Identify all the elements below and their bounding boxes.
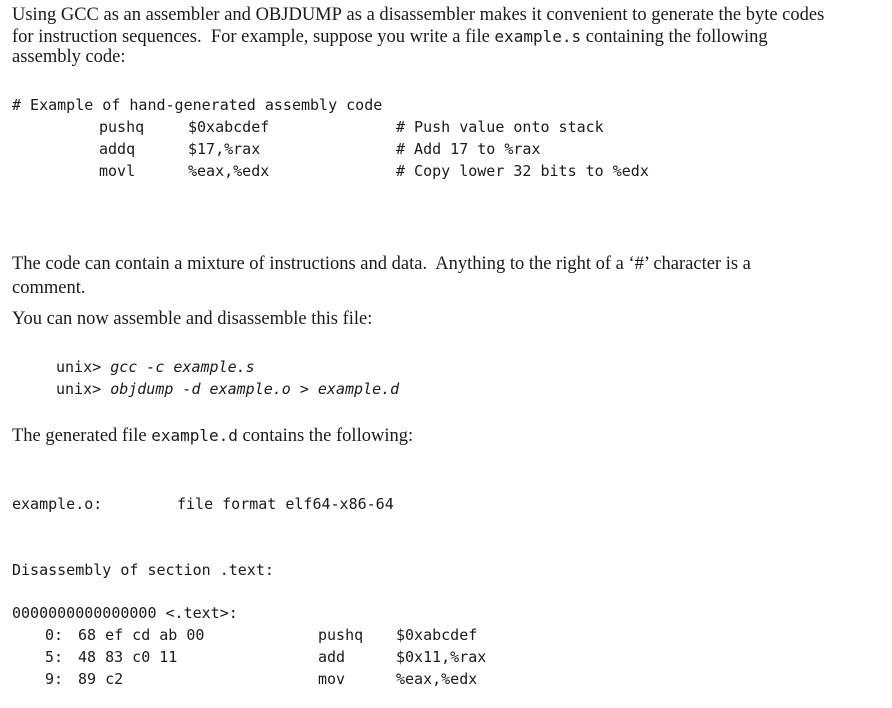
intro-text: as an assembler and xyxy=(98,5,256,25)
asm-args: %eax,%edx xyxy=(188,162,270,180)
asm-op: pushq xyxy=(99,118,145,136)
intro-line-3: assembly code: xyxy=(12,47,126,67)
intro-line-1 xyxy=(12,4,824,27)
asm-op: movl xyxy=(99,162,136,180)
asm-comment: # Example of hand-generated assembly code xyxy=(12,96,383,114)
filename-inline: example.s xyxy=(494,27,582,46)
command-line xyxy=(56,356,255,378)
dump-op: add xyxy=(318,648,346,666)
dump-addr: 5: xyxy=(45,648,64,666)
dump-section: Disassembly of section .text: xyxy=(12,561,274,579)
mixture-line-1: The code can contain a mixture of instructions and data. Anything to the right of a ‘#’ character is a xyxy=(12,254,751,274)
command-line xyxy=(56,378,399,400)
generated-sentence xyxy=(12,424,413,448)
gcc-term: GCC xyxy=(60,5,99,25)
asm-op: addq xyxy=(99,140,136,158)
dump-symbol: 0000000000000000 <.text>: xyxy=(12,604,238,622)
asm-args: $0xabcdef xyxy=(188,118,270,136)
intro-text: Using xyxy=(12,5,61,25)
dump-bytes: 48 83 c0 11 xyxy=(78,648,178,666)
assemble-text: You can now assemble and disassemble this file: xyxy=(12,309,373,329)
intro-text: for instruction sequences. For example, suppose you write a file xyxy=(12,27,495,47)
dump-op: mov xyxy=(318,670,346,688)
filename-inline: example.d xyxy=(151,426,238,445)
asm-line-comment: # Add 17 to %rax xyxy=(396,140,541,158)
mixture-line-2: comment. xyxy=(12,278,86,298)
asm-args: $17,%rax xyxy=(188,140,261,158)
dump-bytes: 89 c2 xyxy=(78,670,124,688)
dump-args: %eax,%edx xyxy=(396,670,478,688)
dump-args: $0xabcdef xyxy=(396,626,478,644)
shell-prompt: unix> xyxy=(56,358,111,376)
objdump-term: OBJDUMP xyxy=(255,5,342,25)
dump-addr: 0: xyxy=(45,626,64,644)
generated-text: The generated file xyxy=(12,426,152,446)
intro-text: containing the following xyxy=(581,27,768,47)
dump-file-label: example.o: xyxy=(12,495,103,513)
asm-line-comment: # Copy lower 32 bits to %edx xyxy=(396,162,649,180)
dump-args: $0x11,%rax xyxy=(396,648,487,666)
generated-text: contains the following: xyxy=(237,426,414,446)
dump-bytes: 68 ef cd ab 00 xyxy=(78,626,205,644)
dump-file-format: file format elf64-x86-64 xyxy=(177,495,394,513)
dump-op: pushq xyxy=(318,626,364,644)
shell-prompt: unix> xyxy=(56,380,111,398)
shell-command: gcc -c example.s xyxy=(110,358,255,376)
asm-line-comment: # Push value onto stack xyxy=(396,118,604,136)
intro-text: as a disassembler makes it convenient to generate the byte codes xyxy=(341,5,825,25)
shell-command: objdump -d example.o > example.d xyxy=(110,380,400,398)
dump-addr: 9: xyxy=(45,670,64,688)
